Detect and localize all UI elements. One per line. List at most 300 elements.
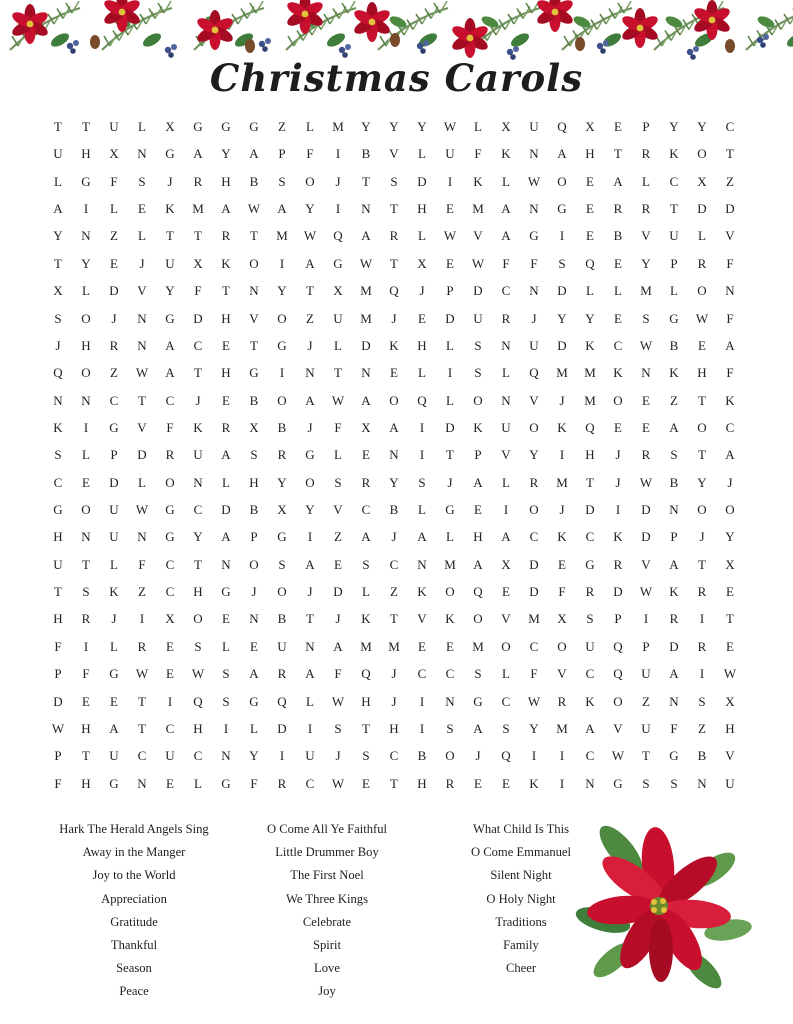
grid-letter: E (586, 228, 594, 244)
grid-letter: K (193, 419, 203, 435)
grid-letter: K (669, 584, 679, 600)
word-list-item: Traditions (495, 914, 547, 929)
grid-letter: O (557, 173, 567, 189)
grid-letter: U (109, 748, 119, 764)
grid-letter: I (83, 201, 89, 217)
grid-letter: D (557, 337, 567, 353)
grid-letter: A (613, 173, 623, 189)
grid-letter: V (333, 502, 343, 518)
grid-letter: O (473, 392, 483, 408)
grid-letter: M (192, 201, 204, 217)
grid-letter: F (110, 173, 118, 189)
grid-letter: J (307, 584, 313, 600)
grid-letter: Y (361, 119, 371, 134)
grid-letter: N (361, 365, 371, 381)
grid-letter: K (53, 419, 63, 435)
grid-letter: V (137, 419, 147, 435)
grid-letter: S (54, 447, 62, 463)
grid-letter: R (613, 201, 623, 217)
grid-letter: K (165, 201, 175, 217)
grid-letter: H (193, 720, 203, 736)
grid-letter: Q (193, 693, 203, 709)
grid-letter: C (193, 502, 203, 518)
grid-letter: P (250, 529, 258, 545)
grid-letter: Y (697, 474, 707, 490)
grid-letter: Q (361, 666, 371, 682)
grid-letter: S (502, 720, 510, 736)
grid-letter: O (81, 310, 91, 326)
grid-letter: J (335, 611, 341, 627)
grid-letter: G (585, 556, 595, 572)
grid-letter: B (249, 502, 259, 518)
grid-letter: O (473, 611, 483, 627)
grid-letter: A (361, 529, 371, 545)
grid-letter: S (446, 720, 454, 736)
grid-letter: O (613, 693, 623, 709)
word-list-item: Family (503, 937, 539, 952)
grid-letter: R (277, 666, 287, 682)
grid-letter: O (389, 392, 399, 408)
grid-letter: N (529, 201, 539, 217)
grid-letter: Q (613, 666, 623, 682)
grid-letter: T (446, 447, 454, 463)
grid-letter: E (82, 474, 90, 490)
grid-letter: R (641, 447, 651, 463)
grid-letter: R (669, 611, 679, 627)
grid-letter: Y (529, 720, 539, 736)
grid-letter: O (697, 146, 707, 162)
grid-letter: H (53, 611, 63, 627)
grid-letter: S (82, 584, 90, 600)
grid-letter: A (221, 201, 231, 217)
grid-letter: Y (389, 119, 399, 134)
grid-letter: K (557, 529, 567, 545)
grid-letter: A (585, 720, 595, 736)
grid-letter: M (276, 228, 288, 244)
grid-letter: I (83, 638, 89, 654)
grid-letter: I (559, 447, 565, 463)
grid-letter: N (501, 337, 511, 353)
grid-letter: S (222, 666, 230, 682)
grid-letter: F (558, 584, 566, 600)
grid-letter: X (501, 556, 511, 572)
grid-letter: S (474, 666, 482, 682)
grid-letter: J (559, 502, 565, 518)
grid-letter: E (474, 775, 482, 791)
grid-letter: B (697, 748, 707, 764)
grid-letter: D (417, 173, 427, 189)
grid-letter: A (669, 556, 679, 572)
grid-letter: Q (557, 119, 567, 134)
grid-letter: K (501, 146, 511, 162)
grid-letter: J (111, 611, 117, 627)
grid-letter: C (165, 720, 175, 736)
grid-letter: L (334, 337, 342, 353)
grid-letter: Q (333, 228, 343, 244)
word-search-grid (44, 113, 744, 797)
grid-letter: Y (81, 255, 91, 271)
word-list-item: Peace (119, 984, 149, 999)
grid-letter: G (613, 775, 623, 791)
word-list-column-1 (34, 818, 234, 1004)
grid-letter: J (475, 748, 481, 764)
grid-letter: U (333, 310, 343, 326)
grid-letter: P (670, 255, 678, 271)
grid-letter: A (305, 255, 315, 271)
grid-letter: K (529, 775, 539, 791)
grid-letter: G (277, 529, 287, 545)
grid-letter: R (697, 584, 707, 600)
grid-letter: E (418, 638, 426, 654)
grid-letter: U (193, 447, 203, 463)
grid-letter: D (53, 693, 63, 709)
grid-letter: C (193, 337, 203, 353)
grid-letter: C (529, 529, 539, 545)
grid-letter: H (417, 337, 427, 353)
grid-letter: R (81, 611, 91, 627)
grid-letter: M (528, 611, 540, 627)
grid-letter: Y (725, 529, 735, 545)
grid-letter: M (388, 638, 400, 654)
grid-letter: I (279, 365, 285, 381)
grid-letter: L (362, 584, 370, 600)
grid-letter: D (277, 720, 287, 736)
grid-letter: W (191, 666, 205, 682)
grid-letter: U (53, 146, 63, 162)
grid-letter: N (305, 365, 315, 381)
grid-letter: C (529, 638, 539, 654)
grid-letter: N (585, 775, 595, 791)
grid-letter: H (221, 173, 231, 189)
grid-letter: T (390, 201, 398, 217)
grid-letter: W (443, 119, 457, 134)
grid-letter: I (279, 748, 285, 764)
grid-letter: W (527, 173, 541, 189)
grid-letter: V (641, 556, 651, 572)
grid-letter: N (193, 474, 203, 490)
grid-letter: M (556, 474, 568, 490)
grid-letter: F (334, 419, 342, 435)
grid-letter: O (725, 502, 735, 518)
grid-letter: E (698, 337, 706, 353)
grid-letter: J (111, 310, 117, 326)
grid-letter: R (277, 775, 287, 791)
grid-letter: E (166, 775, 174, 791)
grid-letter: C (165, 392, 175, 408)
poinsettia-icon (563, 810, 753, 990)
grid-letter: N (641, 365, 651, 381)
grid-letter: O (277, 310, 287, 326)
grid-letter: K (473, 173, 483, 189)
grid-letter: P (670, 529, 678, 545)
grid-letter: O (277, 392, 287, 408)
grid-letter: R (445, 775, 455, 791)
grid-letter: O (165, 474, 175, 490)
grid-letter: M (360, 638, 372, 654)
grid-letter: A (165, 337, 175, 353)
grid-letter: V (725, 228, 735, 244)
grid-letter: G (333, 255, 343, 271)
grid-letter: J (167, 173, 173, 189)
grid-letter: O (249, 556, 259, 572)
grid-letter: N (725, 283, 735, 299)
word-list-item: Silent Night (490, 868, 552, 883)
grid-letter: T (670, 201, 678, 217)
grid-letter: N (137, 529, 147, 545)
grid-letter: W (359, 255, 373, 271)
grid-letter: Y (389, 474, 399, 490)
grid-letter: D (221, 502, 231, 518)
grid-letter: Z (334, 529, 342, 545)
grid-letter: F (166, 419, 174, 435)
grid-letter: I (615, 502, 621, 518)
grid-letter: U (641, 720, 651, 736)
grid-letter: G (557, 201, 567, 217)
grid-letter: L (250, 720, 258, 736)
grid-letter: Q (529, 365, 539, 381)
grid-letter: H (473, 529, 483, 545)
grid-letter: E (418, 310, 426, 326)
grid-letter: L (446, 392, 454, 408)
grid-letter: C (669, 173, 679, 189)
grid-letter: K (725, 392, 735, 408)
grid-letter: F (250, 775, 258, 791)
grid-letter: N (81, 529, 91, 545)
grid-letter: Q (585, 419, 595, 435)
word-list-item: O Come Emmanuel (470, 845, 572, 860)
grid-letter: L (418, 228, 426, 244)
grid-letter: V (417, 611, 427, 627)
grid-letter: A (193, 146, 203, 162)
grid-letter: Y (557, 310, 567, 326)
grid-letter: L (418, 365, 426, 381)
grid-letter: W (135, 365, 149, 381)
grid-letter: T (138, 392, 146, 408)
grid-letter: L (502, 173, 510, 189)
grid-letter: A (305, 392, 315, 408)
grid-letter: T (362, 173, 370, 189)
grid-letter: G (305, 447, 315, 463)
grid-letter: C (501, 283, 511, 299)
grid-letter: U (473, 310, 483, 326)
grid-letter: S (334, 720, 342, 736)
grid-letter: X (277, 502, 287, 518)
grid-letter: Q (501, 748, 511, 764)
grid-letter: L (642, 173, 650, 189)
grid-letter: D (193, 310, 203, 326)
grid-letter: K (557, 419, 567, 435)
grid-letter: U (725, 775, 735, 791)
grid-letter: G (109, 666, 119, 682)
grid-letter: B (389, 502, 399, 518)
grid-letter: A (249, 666, 259, 682)
grid-letter: I (279, 255, 285, 271)
grid-letter: G (165, 529, 175, 545)
grid-letter: L (194, 775, 202, 791)
grid-letter: P (110, 447, 118, 463)
grid-letter: I (643, 611, 649, 627)
grid-letter: I (307, 529, 313, 545)
word-list-item: Gratitude (110, 914, 158, 929)
grid-letter: M (472, 201, 484, 217)
grid-letter: E (474, 502, 482, 518)
grid-letter: E (502, 775, 510, 791)
grid-letter: Z (138, 584, 146, 600)
grid-letter: B (361, 146, 371, 162)
grid-letter: P (446, 283, 454, 299)
grid-letter: D (473, 283, 483, 299)
grid-letter: B (249, 392, 259, 408)
grid-letter: T (614, 146, 622, 162)
grid-letter: D (697, 201, 707, 217)
grid-letter: J (391, 310, 397, 326)
grid-letter: E (334, 556, 342, 572)
grid-letter: T (250, 337, 258, 353)
grid-letter: S (362, 748, 370, 764)
grid-letter: N (697, 775, 707, 791)
grid-letter: D (669, 638, 679, 654)
word-list-item: Spirit (313, 937, 341, 952)
grid-letter: E (726, 584, 734, 600)
grid-letter: H (81, 337, 91, 353)
grid-letter: T (222, 283, 230, 299)
grid-letter: N (249, 283, 259, 299)
grid-letter: I (699, 611, 705, 627)
word-list-item: Appreciation (101, 891, 167, 906)
grid-letter: J (391, 529, 397, 545)
grid-letter: E (614, 119, 622, 134)
grid-letter: L (222, 638, 230, 654)
grid-letter: R (165, 447, 175, 463)
grid-letter: Q (277, 693, 287, 709)
grid-letter: T (726, 611, 734, 627)
grid-letter: A (277, 201, 287, 217)
word-list-item: Thankful (110, 937, 158, 952)
grid-letter: D (641, 502, 651, 518)
grid-letter: Q (585, 255, 595, 271)
grid-letter: R (697, 255, 707, 271)
grid-letter: I (419, 419, 425, 435)
grid-letter: H (81, 720, 91, 736)
grid-letter: J (335, 173, 341, 189)
grid-letter: E (166, 638, 174, 654)
grid-letter: L (138, 228, 146, 244)
grid-letter: N (529, 283, 539, 299)
grid-letter: B (669, 474, 679, 490)
grid-letter: J (391, 666, 397, 682)
grid-letter: N (249, 611, 259, 627)
grid-letter: S (642, 310, 650, 326)
grid-letter: K (417, 584, 427, 600)
word-list-item: Celebrate (302, 914, 352, 929)
grid-letter: A (417, 529, 427, 545)
grid-letter: K (669, 146, 679, 162)
grid-letter: X (53, 283, 63, 299)
grid-letter: L (54, 173, 62, 189)
grid-letter: D (361, 337, 371, 353)
grid-letter: D (641, 529, 651, 545)
grid-letter: H (697, 365, 707, 381)
grid-letter: K (473, 419, 483, 435)
grid-letter: S (194, 638, 202, 654)
grid-letter: W (303, 228, 317, 244)
grid-letter: Y (305, 201, 315, 217)
grid-letter: V (725, 748, 735, 764)
grid-letter: S (222, 693, 230, 709)
grid-letter: N (305, 638, 315, 654)
grid-letter: A (557, 146, 567, 162)
grid-letter: C (53, 474, 63, 490)
grid-letter: M (584, 392, 596, 408)
grid-letter: G (165, 310, 175, 326)
grid-letter: M (556, 720, 568, 736)
grid-letter: B (417, 748, 427, 764)
grid-letter: H (725, 720, 735, 736)
grid-letter: R (221, 228, 231, 244)
grid-letter: N (137, 146, 147, 162)
grid-letter: S (278, 556, 286, 572)
grid-letter: O (81, 502, 91, 518)
grid-letter: L (334, 447, 342, 463)
grid-letter: E (446, 255, 454, 271)
grid-letter: D (445, 310, 455, 326)
grid-letter: K (221, 255, 231, 271)
grid-letter: C (165, 584, 175, 600)
grid-letter: E (586, 201, 594, 217)
grid-letter: T (698, 556, 706, 572)
grid-letter: Y (193, 529, 203, 545)
grid-letter: T (642, 748, 650, 764)
grid-letter: H (81, 775, 91, 791)
grid-letter: I (167, 693, 173, 709)
grid-letter: G (669, 310, 679, 326)
grid-letter: Z (278, 119, 286, 134)
grid-letter: V (137, 283, 147, 299)
grid-letter: M (584, 365, 596, 381)
grid-letter: J (195, 392, 201, 408)
grid-letter: H (249, 474, 259, 490)
grid-letter: X (193, 255, 203, 271)
grid-letter: R (641, 146, 651, 162)
word-list-item: Love (314, 961, 340, 976)
grid-letter: U (529, 337, 539, 353)
grid-letter: K (361, 611, 371, 627)
grid-letter: F (726, 310, 734, 326)
grid-letter: T (334, 365, 342, 381)
grid-letter: H (585, 146, 595, 162)
grid-letter: V (641, 228, 651, 244)
grid-letter: I (307, 720, 313, 736)
grid-letter: A (333, 638, 343, 654)
grid-letter: I (559, 775, 565, 791)
grid-letter: J (307, 419, 313, 435)
grid-letter: P (278, 146, 286, 162)
grid-letter: C (109, 392, 119, 408)
grid-letter: L (138, 474, 146, 490)
grid-letter: T (54, 255, 62, 271)
grid-letter: C (585, 748, 595, 764)
grid-letter: I (559, 748, 565, 764)
grid-letter: I (139, 611, 145, 627)
grid-letter: O (697, 419, 707, 435)
grid-letter: N (389, 447, 399, 463)
grid-letter: E (222, 611, 230, 627)
grid-letter: E (614, 310, 622, 326)
grid-letter: L (418, 146, 426, 162)
grid-letter: N (669, 502, 679, 518)
word-list-item: Joy (318, 984, 336, 999)
grid-letter: L (698, 228, 706, 244)
